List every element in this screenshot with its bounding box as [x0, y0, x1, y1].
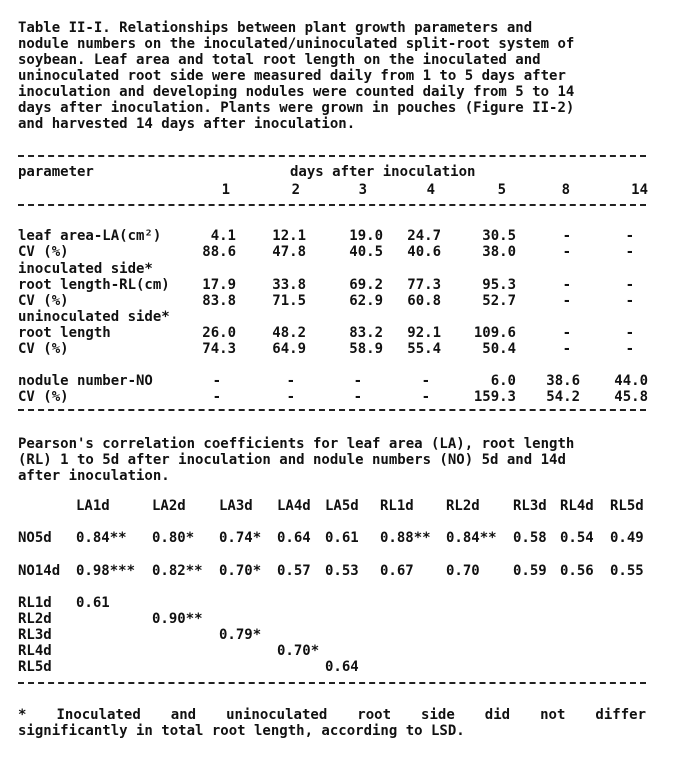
table-cell: 40.5: [349, 244, 383, 260]
day-col-header: 3: [358, 182, 367, 198]
row-label: nodule number-NO: [18, 373, 153, 389]
table-cell: 52.7: [482, 293, 516, 309]
pearson-cell: 0.53: [325, 563, 359, 579]
table-cell: 50.4: [482, 341, 516, 357]
caption-line: Table II-I. Relationships between plant growth parameters and: [18, 20, 533, 36]
table-cell: 88.6: [202, 244, 236, 260]
table-cell: -: [421, 373, 430, 389]
table-cell: 83.2: [349, 325, 383, 341]
table-cell: 77.3: [407, 277, 441, 293]
caption-line: soybean. Leaf area and total root length on the inoculated and: [18, 52, 541, 68]
table-cell: -: [562, 341, 571, 357]
day-col-header: 8: [561, 182, 570, 198]
pearson-cell: 0.64: [277, 530, 311, 546]
table-cell: -: [625, 325, 634, 341]
row-label: leaf area-LA(cm²): [18, 228, 162, 244]
table-cell: -: [353, 389, 362, 405]
table-cell: 58.9: [349, 341, 383, 357]
rl-row-label: RL2d: [18, 611, 52, 627]
rl-row-value: 0.61: [76, 595, 110, 611]
row-label: root length: [18, 325, 111, 341]
pearson-cell: 0.49: [610, 530, 644, 546]
table-cell: -: [212, 373, 221, 389]
table-cell: 45.8: [614, 389, 648, 405]
pearson-cell: 0.70*: [219, 563, 262, 579]
pearson-intro-line: (RL) 1 to 5d after inoculation and nodule numbers (NO) 5d and 14d: [18, 452, 566, 468]
table-cell: 24.7: [407, 228, 441, 244]
table-cell: 6.0: [490, 373, 516, 389]
pearson-cell: 0.98***: [76, 563, 136, 579]
pearson-cell: 0.84**: [76, 530, 127, 546]
table-rule-bottom: [18, 409, 646, 411]
footnote-line: significantly in total root length, according to LSD.: [18, 723, 465, 739]
table-cell: 64.9: [272, 341, 306, 357]
table-cell: 19.0: [349, 228, 383, 244]
row-label: root length-RL(cm): [18, 277, 170, 293]
pearson-col-header: LA3d: [219, 498, 253, 514]
table-cell: 48.2: [272, 325, 306, 341]
row-label: CV (%): [18, 244, 69, 260]
table-cell: 55.4: [407, 341, 441, 357]
pearson-cell: 0.59: [513, 563, 547, 579]
pearson-cell: 0.57: [277, 563, 311, 579]
header-days: days after inoculation: [290, 164, 476, 180]
caption-line: and harvested 14 days after inoculation.: [18, 116, 356, 132]
table-cell: -: [212, 389, 221, 405]
table-cell: -: [625, 293, 634, 309]
pearson-cell: 0.70: [446, 563, 480, 579]
table-cell: -: [286, 373, 295, 389]
table-rule-top: [18, 155, 646, 157]
pearson-cell: 0.67: [380, 563, 414, 579]
table-cell: 44.0: [614, 373, 648, 389]
table-cell: -: [625, 228, 634, 244]
pearson-col-header: LA1d: [76, 498, 110, 514]
table-cell: 38.6: [546, 373, 580, 389]
table-cell: 26.0: [202, 325, 236, 341]
row-label: CV (%): [18, 293, 69, 309]
pearson-col-header: RL3d: [513, 498, 547, 514]
table-cell: -: [625, 341, 634, 357]
table-cell: 12.1: [272, 228, 306, 244]
rl-row-value: 0.64: [325, 659, 359, 675]
table-cell: 92.1: [407, 325, 441, 341]
caption-line: inoculation and developing nodules were counted daily from 5 to 14: [18, 84, 575, 100]
day-col-header: 1: [221, 182, 230, 198]
pearson-cell: 0.74*: [219, 530, 262, 546]
pearson-row-label: NO5d: [18, 530, 52, 546]
table-cell: 69.2: [349, 277, 383, 293]
pearson-col-header: RL5d: [610, 498, 644, 514]
pearson-cell: 0.80*: [152, 530, 195, 546]
pearson-col-header: RL1d: [380, 498, 414, 514]
header-parameter: parameter: [18, 164, 94, 180]
table-cell: -: [353, 373, 362, 389]
pearson-cell: 0.55: [610, 563, 644, 579]
row-label: CV (%): [18, 389, 69, 405]
pearson-cell: 0.61: [325, 530, 359, 546]
pearson-cell: 0.84**: [446, 530, 497, 546]
table-cell: 62.9: [349, 293, 383, 309]
pearson-col-header: LA5d: [325, 498, 359, 514]
table-cell: 159.3: [473, 389, 516, 405]
table-cell: -: [625, 277, 634, 293]
pearson-row-label: NO14d: [18, 563, 61, 579]
pearson-col-header: RL4d: [560, 498, 594, 514]
table-cell: -: [562, 325, 571, 341]
table-cell: 74.3: [202, 341, 236, 357]
pearson-cell: 0.54: [560, 530, 594, 546]
rl-row-label: RL5d: [18, 659, 52, 675]
day-col-header: 14: [631, 182, 648, 198]
rl-row-label: RL3d: [18, 627, 52, 643]
table-cell: 83.8: [202, 293, 236, 309]
table-cell: -: [562, 244, 571, 260]
table-cell: 38.0: [482, 244, 516, 260]
row-label: CV (%): [18, 341, 69, 357]
caption-line: nodule numbers on the inoculated/uninoculated split-root system of: [18, 36, 575, 52]
table-cell: 4.1: [210, 228, 236, 244]
table-cell: -: [625, 244, 634, 260]
table-rule-end: [18, 682, 646, 684]
footnote-line: * Inoculated and uninoculated root side did not differ: [18, 707, 646, 723]
table-cell: 60.8: [407, 293, 441, 309]
table-cell: -: [421, 389, 430, 405]
pearson-cell: 0.58: [513, 530, 547, 546]
pearson-cell: 0.88**: [380, 530, 431, 546]
pearson-intro-line: Pearson's correlation coefficients for leaf area (LA), root length: [18, 436, 575, 452]
rl-row-label: RL4d: [18, 643, 52, 659]
day-col-header: 4: [426, 182, 435, 198]
table-cell: -: [562, 277, 571, 293]
table-rule-header: [18, 204, 646, 206]
row-label: inoculated side*: [18, 261, 153, 277]
pearson-cell: 0.82**: [152, 563, 203, 579]
caption-line: days after inoculation. Plants were grown in pouches (Figure II-2): [18, 100, 575, 116]
table-cell: -: [562, 228, 571, 244]
table-cell: 109.6: [473, 325, 516, 341]
table-cell: 30.5: [482, 228, 516, 244]
pearson-cell: 0.56: [560, 563, 594, 579]
pearson-col-header: LA2d: [152, 498, 186, 514]
table-cell: 17.9: [202, 277, 236, 293]
table-cell: 54.2: [546, 389, 580, 405]
table-cell: -: [286, 389, 295, 405]
table-cell: 40.6: [407, 244, 441, 260]
caption-line: uninoculated root side were measured daily from 1 to 5 days after: [18, 68, 566, 84]
rl-row-value: 0.79*: [219, 627, 262, 643]
table-cell: 95.3: [482, 277, 516, 293]
row-label: uninoculated side*: [18, 309, 170, 325]
rl-row-label: RL1d: [18, 595, 52, 611]
table-cell: 33.8: [272, 277, 306, 293]
pearson-col-header: RL2d: [446, 498, 480, 514]
day-col-header: 2: [291, 182, 300, 198]
table-cell: -: [562, 293, 571, 309]
day-col-header: 5: [497, 182, 506, 198]
pearson-intro-line: after inoculation.: [18, 468, 170, 484]
table-cell: 71.5: [272, 293, 306, 309]
rl-row-value: 0.90**: [152, 611, 203, 627]
pearson-col-header: LA4d: [277, 498, 311, 514]
rl-row-value: 0.70*: [277, 643, 320, 659]
table-cell: 47.8: [272, 244, 306, 260]
